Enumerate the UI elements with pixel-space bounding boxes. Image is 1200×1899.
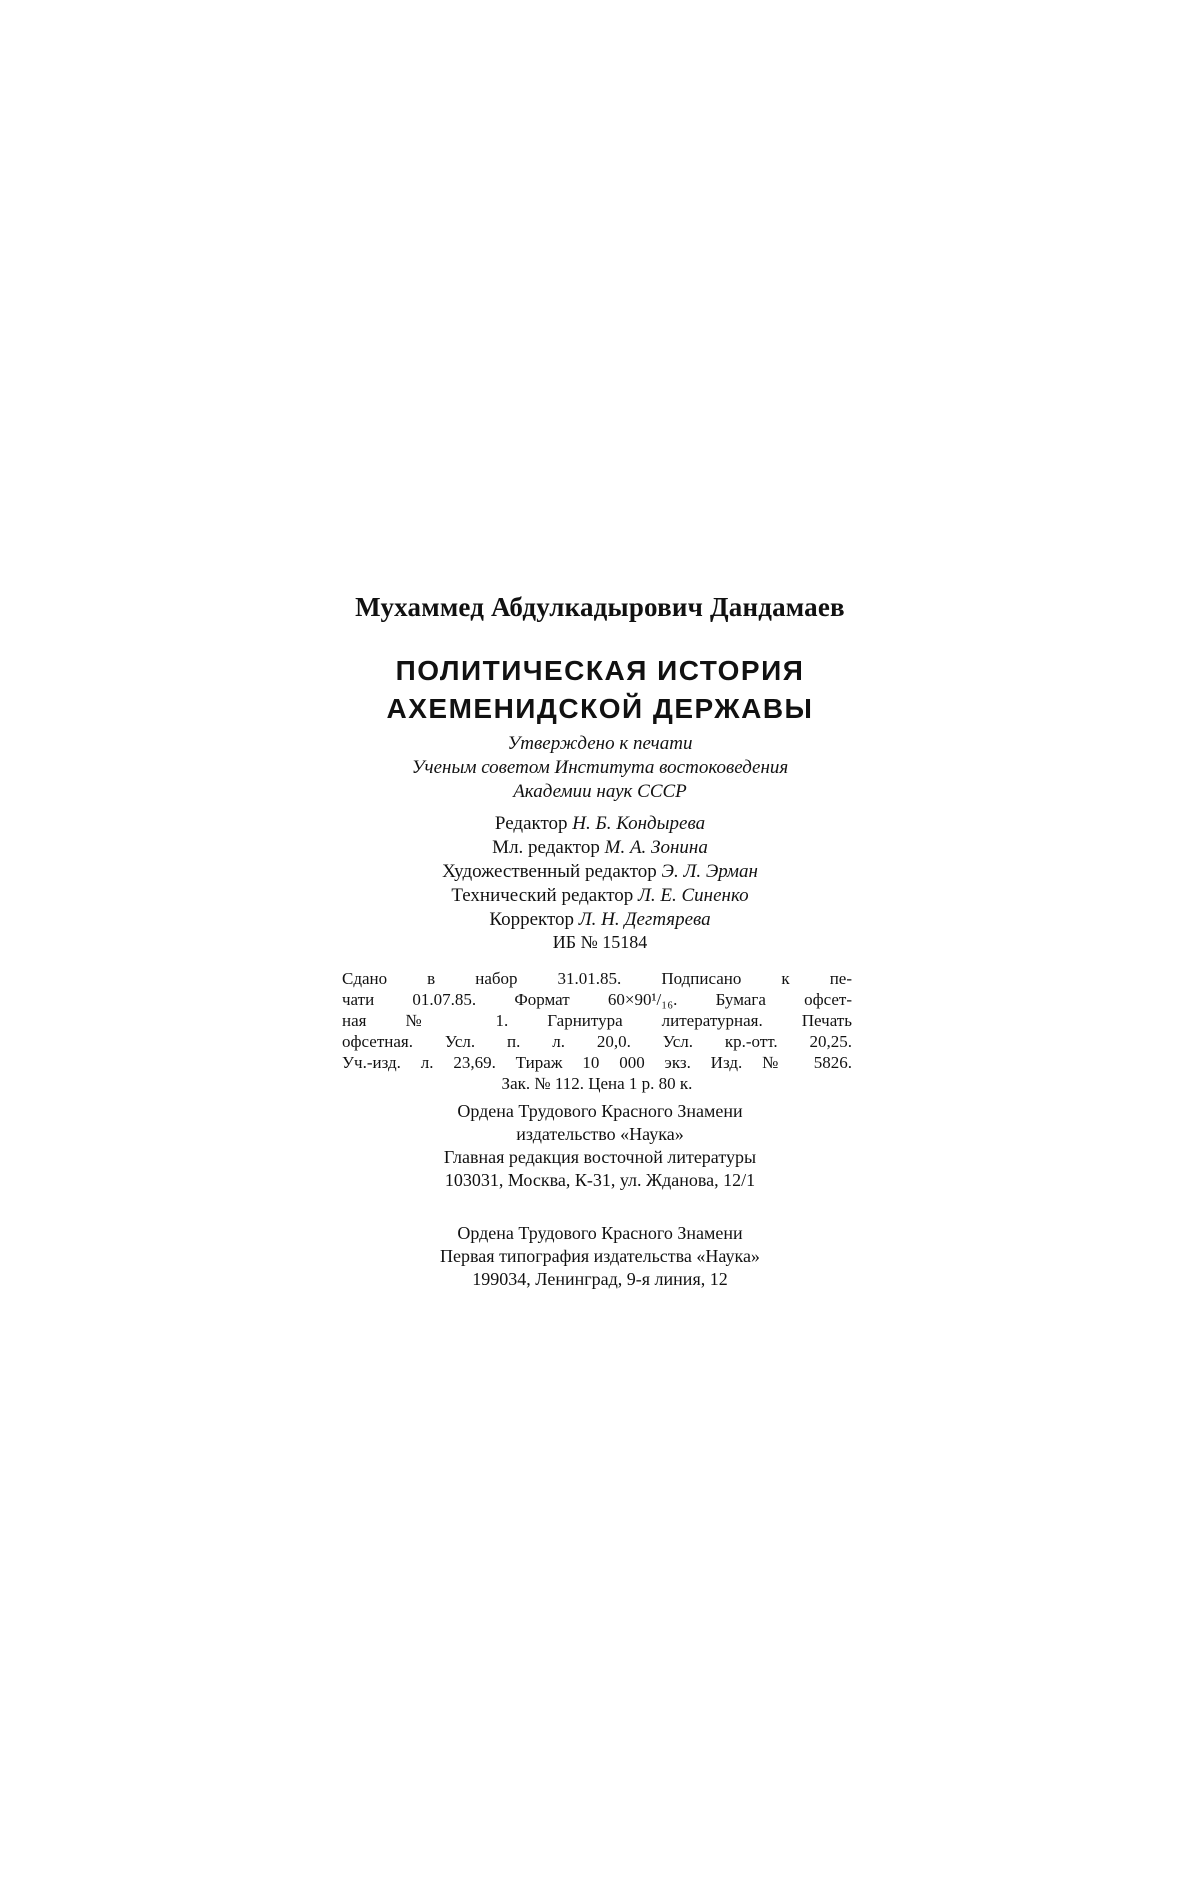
approval-statement xyxy=(340,732,860,804)
approval-line-3: Академии наук СССР xyxy=(513,781,687,802)
book-title-line-1: ПОЛИТИЧЕСКАЯ ИСТОРИЯ xyxy=(395,655,805,686)
imprint-line: ная № 1. Гарнитура литературная. Печать xyxy=(342,1011,852,1030)
editor-line xyxy=(340,836,860,860)
printer-line: 199034, Ленинград, 9-я линия, 12 xyxy=(472,1269,728,1289)
editor-line xyxy=(340,908,860,932)
editor-name: Э. Л. Эрман xyxy=(661,861,758,882)
imprint-details xyxy=(342,968,852,1094)
editor-line xyxy=(340,812,860,836)
publisher-info xyxy=(340,1100,860,1192)
publisher-line: издательство «Наука» xyxy=(516,1124,684,1144)
editor-role: Корректор xyxy=(489,909,575,930)
editor-role: Редактор xyxy=(494,813,568,834)
approval-line-1: Утверждено к печати xyxy=(507,733,693,754)
imprint-line: Сдано в набор 31.01.85. Подписано к пе- xyxy=(342,969,852,988)
imprint-line: Уч.-изд. л. 23,69. Тираж 10 000 экз. Изд. № 5826. xyxy=(342,1053,852,1072)
imprint-line: Зак. № 112. Цена 1 р. 80 к. xyxy=(501,1074,693,1093)
printer-info xyxy=(340,1222,860,1291)
printer-line: Первая типография издательства «Наука» xyxy=(440,1246,760,1266)
editor-role: Технический редактор xyxy=(451,885,634,906)
editor-line xyxy=(340,860,860,884)
editors-list xyxy=(340,812,860,932)
author-name: Мухаммед Абдулкадырович Дандамаев xyxy=(355,592,845,622)
printer-line: Ордена Трудового Красного Знамени xyxy=(457,1223,743,1243)
book-title-line-2: АХЕМЕНИДСКОЙ ДЕРЖАВЫ xyxy=(386,693,814,724)
imprint-line: чати 01.07.85. Формат 60×90¹/₁₆. Бумага офсет- xyxy=(342,990,852,1009)
editor-name: М. А. Зонина xyxy=(604,837,708,858)
publisher-line: Главная редакция восточной литературы xyxy=(443,1147,757,1167)
publisher-line: 103031, Москва, К-31, ул. Жданова, 12/1 xyxy=(444,1170,756,1190)
editor-line xyxy=(340,884,860,908)
editor-name: Н. Б. Кондырева xyxy=(572,813,706,834)
book-title xyxy=(340,652,860,728)
publisher-line: Ордена Трудового Красного Знамени xyxy=(457,1101,743,1121)
imprint-line: офсетная. Усл. п. л. 20,0. Усл. кр.-отт. 20,25. xyxy=(342,1032,852,1051)
editor-name: Л. Н. Дегтярева xyxy=(578,909,711,930)
editor-name: Л. Е. Синенко xyxy=(638,885,749,906)
editor-role: Мл. редактор xyxy=(492,837,600,858)
editor-role: Художественный редактор xyxy=(442,861,657,882)
approval-line-2: Ученым советом Института востоковедения xyxy=(411,757,789,778)
ib-number: ИБ № 15184 xyxy=(552,932,648,952)
